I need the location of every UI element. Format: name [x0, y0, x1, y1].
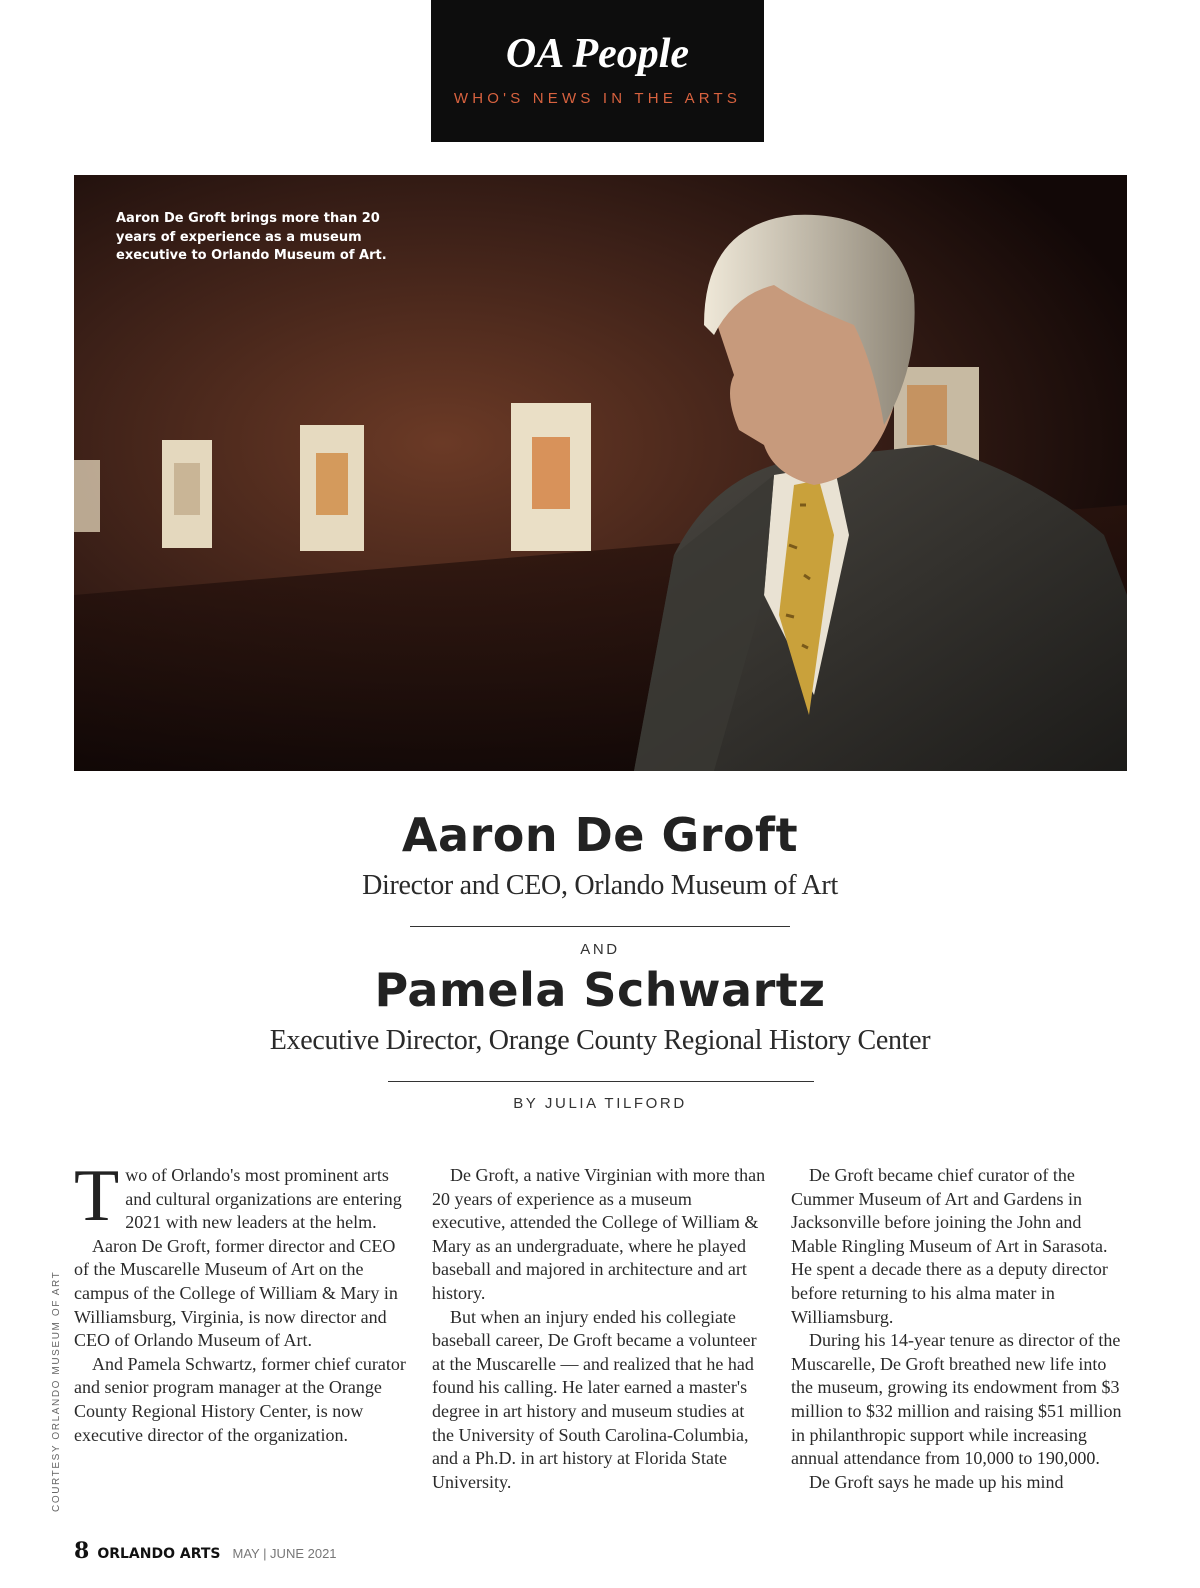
conjunction-label: AND — [580, 941, 620, 958]
paragraph: And Pamela Schwartz, former chief curator and senior program manager at the Orange County Regional History Center, is now executive director of the organization. — [74, 1353, 406, 1445]
paragraph: Aaron De Groft, former director and CEO of the Muscarelle Museum of Art on the campus of the College of William & Mary in Williamsburg, Virginia, is now director and CEO of Orlando Museum of Art. — [74, 1235, 398, 1351]
divider-rule — [410, 926, 790, 927]
page-footer — [74, 1538, 337, 1566]
headline-name-2: Pamela Schwartz — [374, 963, 826, 1017]
paragraph-text: wo of Orlando's most prominent arts and cultural organizations are entering 2021 with new leaders at the helm. — [125, 1165, 402, 1233]
paragraph: During his 14-year tenure as director of the Muscarelle, De Groft breathed new life into the museum, growing its endowment from $3 million to $32 million and raising $51 million in philanthropic support while increasing annual attendance from 10,000 to 190,000. — [791, 1330, 1122, 1469]
masthead — [431, 0, 764, 142]
paragraph — [74, 1155, 406, 1237]
article-column-1 — [74, 1155, 406, 1447]
divider-rule — [388, 1081, 814, 1082]
headline-role-1: Director and CEO, Orlando Museum of Art — [362, 870, 838, 901]
photo-credit: COURTESY ORLANDO MUSEUM OF ART — [51, 1270, 62, 1512]
article-column-2 — [432, 1164, 766, 1494]
section-subtitle: WHO'S NEWS IN THE ARTS — [453, 90, 742, 107]
feature-photo — [74, 175, 1127, 771]
photo-caption: Aaron De Groft brings more than 20 years of experience as a museum executive to Orlando Museum of Art. — [116, 211, 387, 263]
page-number: 8 — [74, 1538, 90, 1564]
headline-name-1: Aaron De Groft — [401, 808, 799, 862]
paragraph: De Groft, a native Virginian with more than 20 years of experience as a museum executive, attended the College of William & Mary as an undergraduate, where he played baseball and majored in architecture and art history. — [432, 1165, 766, 1303]
article-column-3 — [791, 1164, 1126, 1494]
paragraph: De Groft became chief curator of the Cummer Museum of Art and Gardens in Jacksonville before joining the John and Mable Ringling Museum of Art in Sarasota. He spent a decade there as a deputy director before returning to his alma mater in Williamsburg. — [791, 1165, 1108, 1327]
drop-cap: T — [74, 1155, 120, 1237]
byline: BY JULIA TILFORD — [513, 1095, 687, 1112]
section-title: OA People — [505, 31, 690, 77]
headline-role-2: Executive Director, Orange County Regional History Center — [269, 1025, 931, 1056]
paragraph: De Groft says he made up his mind — [809, 1471, 1064, 1492]
issue-date: MAY | JUNE 2021 — [232, 1546, 337, 1561]
paragraph: But when an injury ended his collegiate baseball career, De Groft became a volunteer at the Muscarelle — and realized that he had found his calling. He later earned a master's degree in art history and museum studies at the University of South Carolina-Columbia, and a Ph.D. in art history at Florida State University. — [432, 1306, 757, 1492]
publication-name: ORLANDO ARTS — [97, 1546, 221, 1562]
